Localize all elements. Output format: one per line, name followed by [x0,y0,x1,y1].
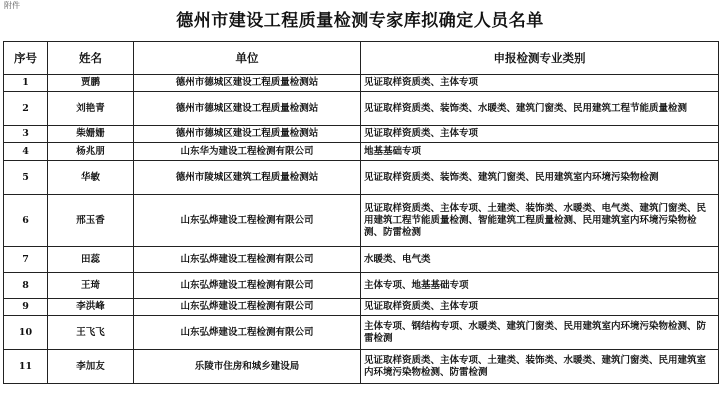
header-serial-number: 序号 [4,42,48,75]
name-cell: 柴姗姗 [48,126,134,143]
specialty-cell: 见证取样资质类、主体专项 [361,126,719,143]
unit-cell: 德州市陵城区建筑工程质量检测站 [134,161,361,195]
table-row [4,350,719,384]
unit-cell: 乐陵市住房和城乡建设局 [134,350,361,384]
unit-cell: 山东弘烨建设工程检测有限公司 [134,316,361,350]
header-name: 姓名 [48,42,134,75]
table-header-row [4,42,719,75]
expert-roster-table [3,41,719,384]
table-row [4,75,719,92]
name-cell: 邢玉香 [48,195,134,247]
name-cell: 贾鹏 [48,75,134,92]
name-cell: 田蕊 [48,247,134,273]
name-cell: 王琦 [48,273,134,299]
table-row [4,126,719,143]
header-specialty: 申报检测专业类别 [361,42,719,75]
specialty-cell: 见证取样资质类、装饰类、建筑门窗类、民用建筑室内环境污染物检测 [361,161,719,195]
table-row [4,161,719,195]
unit-cell: 德州市德城区建设工程质量检测站 [134,126,361,143]
specialty-cell: 主体专项、地基基础专项 [361,273,719,299]
serial-number-cell: 6 [4,195,48,247]
table-row [4,247,719,273]
header-unit: 单位 [134,42,361,75]
table-row [4,316,719,350]
specialty-cell: 地基基础专项 [361,143,719,161]
name-cell: 华敏 [48,161,134,195]
unit-cell: 山东弘烨建设工程检测有限公司 [134,273,361,299]
table-row [4,273,719,299]
table-row [4,299,719,316]
document-title: 德州市建设工程质量检测专家库拟确定人员名单 [176,11,544,31]
unit-cell: 德州市德城区建设工程质量检测站 [134,92,361,126]
serial-number-cell: 9 [4,299,48,316]
specialty-cell: 见证取样资质类、主体专项、土建类、装饰类、水暖类、电气类、建筑门窗类、民用建筑工程节能质量检测、智能建筑工程质量检测、民用建筑室内环境污染物检测、防雷检测 [361,195,719,247]
name-cell: 王飞飞 [48,316,134,350]
specialty-cell: 见证取样资质类、主体专项 [361,299,719,316]
serial-number-cell: 1 [4,75,48,92]
specialty-cell: 主体专项、钢结构专项、水暖类、建筑门窗类、民用建筑室内环境污染物检测、防雷检测 [361,316,719,350]
unit-cell: 山东华为建设工程检测有限公司 [134,143,361,161]
serial-number-cell: 11 [4,350,48,384]
serial-number-cell: 3 [4,126,48,143]
specialty-cell: 见证取样资质类、主体专项、土建类、装饰类、水暖类、建筑门窗类、民用建筑室内环境污染物检测、防雷检测 [361,350,719,384]
serial-number-cell: 2 [4,92,48,126]
name-cell: 李洪峰 [48,299,134,316]
unit-cell: 山东弘烨建设工程检测有限公司 [134,247,361,273]
serial-number-cell: 8 [4,273,48,299]
serial-number-cell: 4 [4,143,48,161]
table-row [4,92,719,126]
name-cell: 刘艳青 [48,92,134,126]
attachment-label: 附件 [4,1,20,10]
specialty-cell: 见证取样资质类、主体专项 [361,75,719,92]
name-cell: 杨兆朋 [48,143,134,161]
unit-cell: 山东弘烨建设工程检测有限公司 [134,195,361,247]
table-row [4,143,719,161]
specialty-cell: 见证取样资质类、装饰类、水暖类、建筑门窗类、民用建筑工程节能质量检测 [361,92,719,126]
unit-cell: 山东弘烨建设工程检测有限公司 [134,299,361,316]
specialty-cell: 水暖类、电气类 [361,247,719,273]
serial-number-cell: 10 [4,316,48,350]
unit-cell: 德州市德城区建设工程质量检测站 [134,75,361,92]
serial-number-cell: 7 [4,247,48,273]
table-row [4,195,719,247]
serial-number-cell: 5 [4,161,48,195]
name-cell: 李加友 [48,350,134,384]
